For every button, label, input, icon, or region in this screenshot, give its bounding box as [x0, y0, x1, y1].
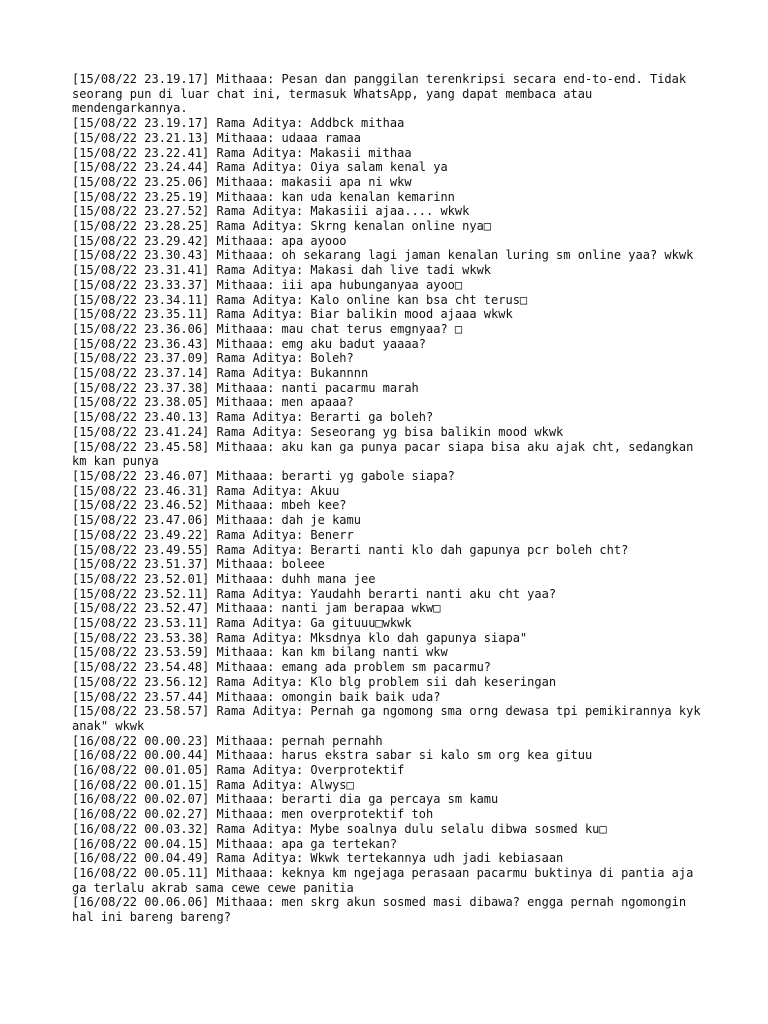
chat-line: [16/08/22 00.04.15] Mithaaa: apa ga tertekan? — [72, 836, 398, 851]
chat-line: [15/08/22 23.34.11] Rama Aditya: Kalo online kan bsa cht terus□ — [72, 292, 528, 307]
chat-line: [15/08/22 23.37.14] Rama Aditya: Bukannnn — [72, 366, 369, 381]
chat-line: [15/08/22 23.40.13] Rama Aditya: Berarti ga boleh? — [72, 410, 434, 425]
chat-line: [16/08/22 00.01.05] Rama Aditya: Overprotektif — [72, 763, 405, 778]
chat-log-document — [72, 72, 712, 925]
chat-line: [15/08/22 23.25.19] Mithaaa: kan uda kenalan kemarinn — [72, 189, 455, 204]
chat-line: [15/08/22 23.46.52] Mithaaa: mbeh kee? — [72, 498, 347, 513]
chat-line: [16/08/22 00.01.15] Rama Aditya: Alwys□ — [72, 777, 354, 792]
chat-line: [16/08/22 00.02.07] Mithaaa: berarti dia ga percaya sm kamu — [72, 792, 499, 807]
chat-line: [15/08/22 23.28.25] Rama Aditya: Skrng kenalan online nya□ — [72, 219, 492, 234]
chat-line: [15/08/22 23.52.01] Mithaaa: duhh mana jee — [72, 571, 376, 586]
chat-line: [15/08/22 23.56.12] Rama Aditya: Klo blg problem sii dah keseringan — [72, 674, 557, 689]
chat-line: [15/08/22 23.52.11] Rama Aditya: Yaudahh berarti nanti aku cht yaa? — [72, 586, 557, 601]
chat-line: [15/08/22 23.46.31] Rama Aditya: Akuu — [72, 483, 340, 498]
chat-line: [15/08/22 23.22.41] Rama Aditya: Makasii mithaa — [72, 145, 412, 160]
chat-line: [15/08/22 23.36.06] Mithaaa: mau chat terus emgnyaa? □ — [72, 321, 463, 336]
chat-line: [15/08/22 23.38.05] Mithaaa: men apaaa? — [72, 395, 354, 410]
chat-line: [16/08/22 00.06.06] Mithaaa: men skrg akun sosmed masi dibawa? engga pernah ngomongin hal ini bareng bareng? — [72, 895, 694, 925]
chat-line: [15/08/22 23.49.55] Rama Aditya: Berarti nanti klo dah gapunya pcr boleh cht? — [72, 542, 629, 557]
chat-line: [15/08/22 23.53.11] Rama Aditya: Ga gituuu□wkwk — [72, 616, 412, 631]
chat-line: [15/08/22 23.19.17] Mithaaa: Pesan dan panggilan terenkripsi secara end-to-end. Tidak seorang pun di luar chat ini, termasuk WhatsApp, yang dapat membaca atau mendengarkannya. — [72, 72, 694, 116]
chat-line: [15/08/22 23.54.48] Mithaaa: emang ada problem sm pacarmu? — [72, 660, 492, 675]
chat-line: [15/08/22 23.36.43] Mithaaa: emg aku badut yaaaa? — [72, 336, 427, 351]
chat-line: [15/08/22 23.19.17] Rama Aditya: Addbck mithaa — [72, 116, 405, 131]
chat-line: [16/08/22 00.03.32] Rama Aditya: Mybe soalnya dulu selalu dibwa sosmed ku□ — [72, 821, 607, 836]
chat-line: [15/08/22 23.35.11] Rama Aditya: Biar balikin mood ajaaa wkwk — [72, 307, 513, 322]
chat-line: [15/08/22 23.53.59] Mithaaa: kan km bilang nanti wkw — [72, 645, 448, 660]
chat-line: [15/08/22 23.30.43] Mithaaa: oh sekarang lagi jaman kenalan luring sm online yaa? wkwk — [72, 248, 694, 263]
chat-line: [16/08/22 00.02.27] Mithaaa: men overprotektif toh — [72, 807, 434, 822]
chat-line: [15/08/22 23.46.07] Mithaaa: berarti yg gabole siapa? — [72, 468, 455, 483]
chat-line: [15/08/22 23.25.06] Mithaaa: makasii apa ni wkw — [72, 174, 412, 189]
chat-line: [16/08/22 00.00.23] Mithaaa: pernah pernahh — [72, 733, 383, 748]
chat-line: [15/08/22 23.45.58] Mithaaa: aku kan ga punya pacar siapa bisa aku ajak cht, sedangkan km kan punya — [72, 439, 701, 469]
chat-line: [15/08/22 23.47.06] Mithaaa: dah je kamu — [72, 513, 361, 528]
chat-line: [15/08/22 23.53.38] Rama Aditya: Mksdnya klo dah gapunya siapa" — [72, 630, 528, 645]
chat-line: [15/08/22 23.31.41] Rama Aditya: Makasi dah live tadi wkwk — [72, 263, 492, 278]
chat-line: [15/08/22 23.21.13] Mithaaa: udaaa ramaa — [72, 130, 361, 145]
chat-line: [15/08/22 23.27.52] Rama Aditya: Makasiii ajaa.... wkwk — [72, 204, 470, 219]
chat-line: [15/08/22 23.24.44] Rama Aditya: Oiya salam kenal ya — [72, 160, 448, 175]
chat-line: [16/08/22 00.05.11] Mithaaa: keknya km ngejaga perasaan pacarmu buktinya di pantia aja ga terlalu akrab sama cewe cewe panitia — [72, 865, 701, 895]
chat-line: [15/08/22 23.29.42] Mithaaa: apa ayooo — [72, 233, 347, 248]
chat-line: [15/08/22 23.57.44] Mithaaa: omongin baik baik uda? — [72, 689, 441, 704]
chat-line: [15/08/22 23.41.24] Rama Aditya: Seseorang yg bisa balikin mood wkwk — [72, 424, 564, 439]
chat-line: [15/08/22 23.52.47] Mithaaa: nanti jam berapaa wkw□ — [72, 601, 441, 616]
chat-line: [15/08/22 23.49.22] Rama Aditya: Benerr — [72, 527, 354, 542]
chat-line: [15/08/22 23.37.38] Mithaaa: nanti pacarmu marah — [72, 380, 419, 395]
chat-line: [16/08/22 00.04.49] Rama Aditya: Wkwk tertekannya udh jadi kebiasaan — [72, 851, 564, 866]
chat-line: [15/08/22 23.37.09] Rama Aditya: Boleh? — [72, 351, 354, 366]
chat-line: [15/08/22 23.33.37] Mithaaa: iii apa hubunganyaa ayoo□ — [72, 277, 463, 292]
chat-line: [15/08/22 23.51.37] Mithaaa: boleee — [72, 557, 325, 572]
chat-line: [15/08/22 23.58.57] Rama Aditya: Pernah ga ngomong sma orng dewasa tpi pemikirannya kyk anak" wkwk — [72, 704, 708, 733]
chat-line: [16/08/22 00.00.44] Mithaaa: harus ekstra sabar si kalo sm org kea gituu — [72, 748, 593, 763]
